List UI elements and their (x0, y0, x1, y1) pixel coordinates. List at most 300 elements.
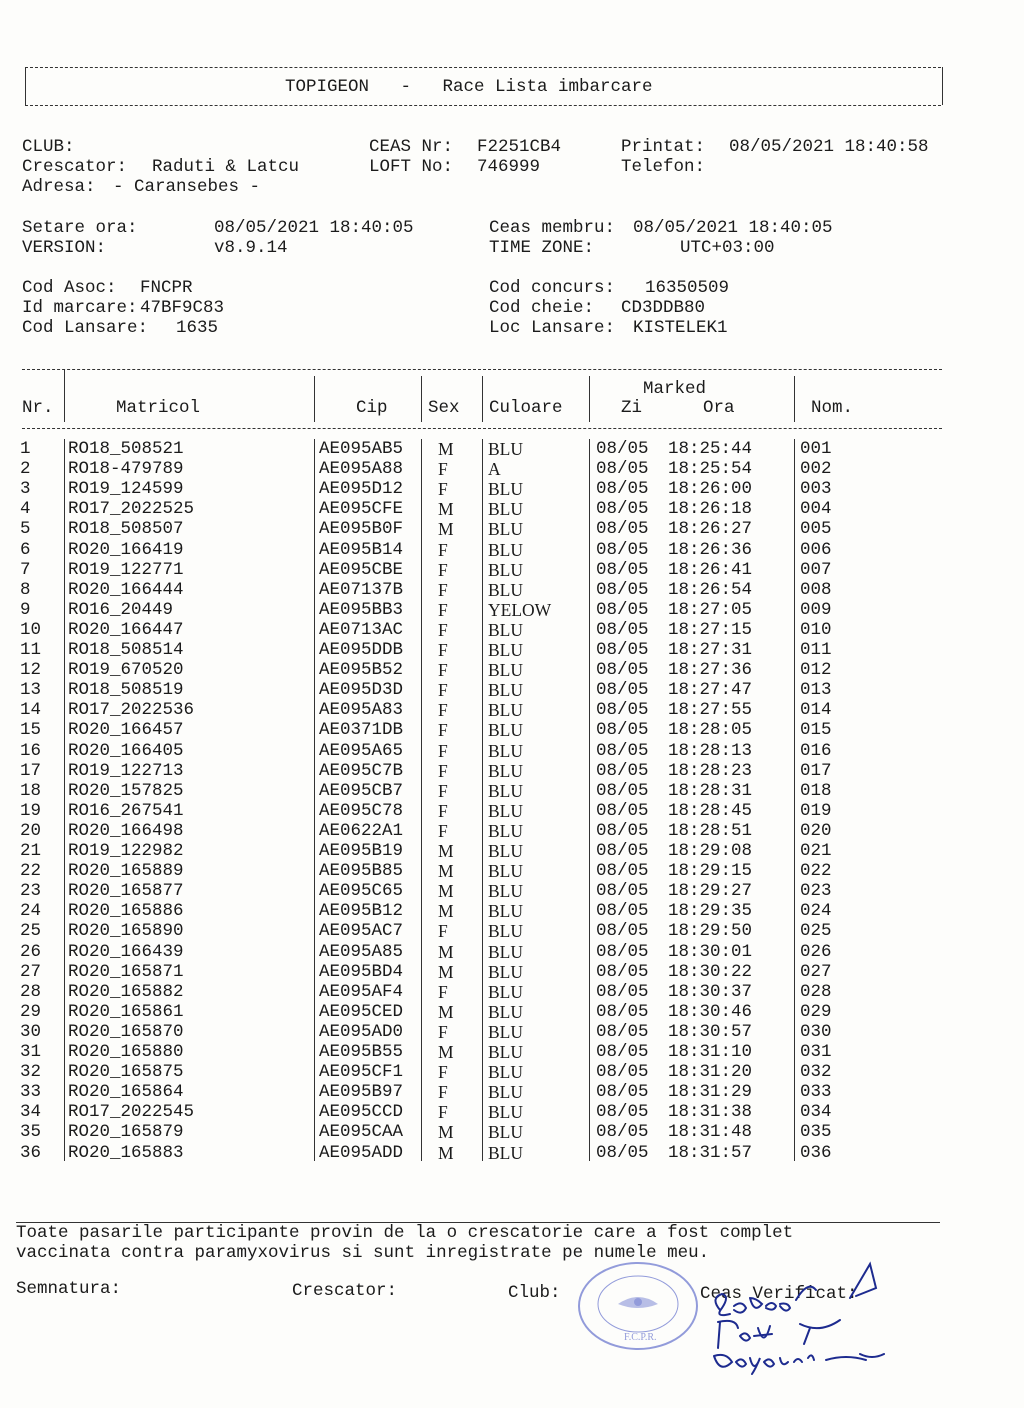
cell-culoare: BLU (488, 881, 523, 902)
cell-matricol: RO19_122713 (68, 760, 184, 781)
table-row (0, 1002, 1024, 1022)
cod-asoc-label: Cod Asoc: (22, 278, 117, 298)
cell-culoare: BLU (488, 1142, 523, 1163)
table-row (0, 821, 1024, 841)
table-row (0, 982, 1024, 1002)
cell-cip: AE095CCD (319, 1102, 404, 1123)
cell-ora: 18:26:00 (668, 479, 753, 500)
cell-cip: AE095A65 (319, 740, 404, 761)
table-row (0, 962, 1024, 982)
table-row (0, 700, 1024, 720)
cell-nom: 032 (800, 1062, 832, 1083)
cell-ora: 18:27:31 (668, 640, 753, 660)
cell-nr: 1 (20, 439, 31, 459)
cell-matricol: RO20_165886 (68, 901, 184, 922)
cell-zi: 08/05 (596, 1021, 649, 1042)
cell-matricol: RO20_166439 (68, 941, 184, 962)
cell-nom: 004 (800, 499, 832, 520)
cell-sex: F (438, 660, 448, 681)
semnatura-label: Semnatura: (16, 1279, 122, 1299)
cell-zi: 08/05 (596, 680, 649, 701)
ceas-membru-label: Ceas membru: (489, 218, 616, 238)
cell-matricol: RO18_508514 (68, 640, 184, 660)
header-nom: Nom. (811, 398, 854, 418)
cell-culoare: A (488, 459, 501, 480)
printat-value: 08/05/2021 18:40:58 (729, 137, 929, 157)
cell-ora: 18:29:27 (668, 881, 753, 902)
cell-sex: M (438, 961, 454, 982)
cell-nr: 34 (20, 1102, 42, 1123)
cell-ora: 18:30:46 (668, 1001, 753, 1022)
cell-nom: 016 (800, 740, 832, 761)
table-row (0, 881, 1024, 901)
cell-cip: AE095AF4 (319, 981, 404, 1002)
cell-nr: 11 (20, 640, 42, 660)
table-row (0, 781, 1024, 801)
ceas-label: CEAS Nr: (369, 137, 454, 157)
cell-culoare: BLU (488, 941, 523, 962)
declaration-line2: vaccinata contra paramyxovirus si sunt inregistrate pe numele meu. (16, 1243, 710, 1263)
cell-cip: AE095C65 (319, 881, 404, 902)
cell-nr: 7 (20, 559, 31, 580)
cell-cip: AE095B52 (319, 660, 404, 681)
crescator-value: Raduti & Latcu (152, 157, 300, 177)
version-label: VERSION: (22, 238, 107, 258)
cell-ora: 18:26:18 (668, 499, 753, 520)
cell-nr: 10 (20, 619, 42, 640)
cell-nr: 15 (20, 720, 42, 741)
cell-sex: F (438, 619, 448, 640)
crescator-label: Crescator: (22, 157, 128, 177)
cell-culoare: BLU (488, 1102, 523, 1123)
id-marcare-value: 47BF9C83 (140, 298, 225, 318)
cell-cip: AE095CAA (319, 1122, 404, 1143)
cell-ora: 18:30:22 (668, 961, 753, 982)
cod-cheie-value: CD3DDB80 (621, 298, 706, 318)
cell-nr: 25 (20, 921, 42, 942)
cell-cip: AE095A88 (319, 459, 404, 480)
cell-cip: AE095AC7 (319, 921, 404, 942)
cell-nr: 16 (20, 740, 42, 761)
cell-culoare: BLU (488, 800, 523, 821)
cell-ora: 18:27:55 (668, 700, 753, 721)
cell-culoare: BLU (488, 640, 523, 660)
cell-nom: 010 (800, 619, 832, 640)
cell-cip: AE095CF1 (319, 1062, 404, 1083)
cell-ora: 18:30:57 (668, 1021, 753, 1042)
table-row (0, 499, 1024, 519)
declaration-line1: Toate pasarile participante provin de la o crescatorie care a fost complet (16, 1223, 794, 1243)
cell-sex: F (438, 820, 448, 841)
cell-zi: 08/05 (596, 760, 649, 781)
cell-ora: 18:28:31 (668, 780, 753, 801)
table-row (0, 921, 1024, 941)
cell-nr: 21 (20, 841, 42, 861)
cell-sex: F (438, 921, 448, 942)
table-row (0, 680, 1024, 700)
cell-nom: 002 (800, 459, 832, 480)
cod-lansare-value: 1635 (176, 318, 219, 338)
cell-zi: 08/05 (596, 720, 649, 741)
cell-sex: F (438, 579, 448, 600)
cell-sex: M (438, 1042, 454, 1062)
cell-zi: 08/05 (596, 921, 649, 942)
cell-matricol: RO20_165871 (68, 961, 184, 982)
cell-sex: F (438, 700, 448, 721)
cell-matricol: RO20_165870 (68, 1021, 184, 1042)
cell-cip: AE0622A1 (319, 820, 404, 841)
cell-nom: 009 (800, 599, 832, 620)
cell-matricol: RO20_166498 (68, 820, 184, 841)
stamp-emblem-icon (580, 1264, 696, 1348)
cell-matricol: RO18_508507 (68, 519, 184, 540)
club-stamp (578, 1262, 698, 1350)
cell-culoare: BLU (488, 861, 523, 882)
cell-nom: 007 (800, 559, 832, 580)
cell-sex: M (438, 1001, 454, 1022)
cell-nr: 3 (20, 479, 31, 500)
cell-culoare: BLU (488, 579, 523, 600)
cell-nom: 035 (800, 1122, 832, 1143)
cell-zi: 08/05 (596, 619, 649, 640)
cell-nr: 32 (20, 1062, 42, 1083)
table-row (0, 801, 1024, 821)
cell-cip: AE095B85 (319, 861, 404, 882)
cell-sex: F (438, 559, 448, 580)
table-row (0, 761, 1024, 781)
cod-cheie-label: Cod cheie: (489, 298, 595, 318)
loft-label: LOFT No: (369, 157, 454, 177)
cell-matricol: RO20_165877 (68, 881, 184, 902)
cell-cip: AE095D3D (319, 680, 404, 701)
table-rule-header (22, 428, 942, 429)
cell-nom: 022 (800, 861, 832, 882)
table-row (0, 942, 1024, 962)
cell-sex: M (438, 1142, 454, 1163)
cell-culoare: BLU (488, 619, 523, 640)
cell-culoare: BLU (488, 499, 523, 520)
cell-sex: F (438, 780, 448, 801)
cell-zi: 08/05 (596, 800, 649, 821)
cell-zi: 08/05 (596, 780, 649, 801)
cell-culoare: BLU (488, 780, 523, 801)
cell-nom: 017 (800, 760, 832, 781)
cell-matricol: RO18_508521 (68, 439, 184, 459)
table-rule-top (22, 369, 942, 370)
cell-zi: 08/05 (596, 539, 649, 560)
ceas-membru-value: 08/05/2021 18:40:05 (633, 218, 833, 238)
cell-matricol: RO19_124599 (68, 479, 184, 500)
cell-nr: 9 (20, 599, 31, 620)
cell-nom: 036 (800, 1142, 832, 1163)
cell-ora: 18:31:57 (668, 1142, 753, 1163)
cell-culoare: BLU (488, 760, 523, 781)
cell-cip: AE095B19 (319, 841, 404, 861)
cell-zi: 08/05 (596, 941, 649, 962)
cell-cip: AE095DDB (319, 640, 404, 660)
cell-culoare: BLU (488, 1062, 523, 1083)
table-row (0, 1042, 1024, 1062)
cell-sex: F (438, 539, 448, 560)
setare-label: Setare ora: (22, 218, 138, 238)
cell-ora: 18:28:05 (668, 720, 753, 741)
cell-sex: F (438, 1082, 448, 1103)
cell-matricol: RO17_2022525 (68, 499, 195, 520)
cod-asoc-value: FNCPR (140, 278, 193, 298)
crescator-signature-label: Crescator: (292, 1281, 398, 1301)
cell-nr: 33 (20, 1082, 42, 1103)
cell-matricol: RO20_165883 (68, 1142, 184, 1163)
cell-zi: 08/05 (596, 519, 649, 540)
table-row (0, 660, 1024, 680)
cell-nom: 001 (800, 439, 832, 459)
cell-zi: 08/05 (596, 640, 649, 660)
cell-matricol: RO16_267541 (68, 800, 184, 821)
cell-zi: 08/05 (596, 841, 649, 861)
table-row (0, 640, 1024, 660)
cell-ora: 18:31:38 (668, 1102, 753, 1123)
table-row (0, 1082, 1024, 1102)
cell-nr: 24 (20, 901, 42, 922)
cell-cip: AE095CFE (319, 499, 404, 520)
cell-ora: 18:31:48 (668, 1122, 753, 1143)
cell-nom: 003 (800, 479, 832, 500)
cell-nom: 014 (800, 700, 832, 721)
loft-value: 746999 (477, 157, 541, 177)
header-nr: Nr. (22, 398, 54, 418)
cell-cip: AE07137B (319, 579, 404, 600)
cell-culoare: BLU (488, 660, 523, 681)
table-row (0, 580, 1024, 600)
table-row (0, 741, 1024, 761)
cell-nr: 13 (20, 680, 42, 701)
id-marcare-label: Id marcare: (22, 298, 138, 318)
version-value: v8.9.14 (214, 238, 288, 258)
cell-sex: F (438, 1021, 448, 1042)
table-row (0, 1022, 1024, 1042)
cell-sex: F (438, 680, 448, 701)
loc-lansare-label: Loc Lansare: (489, 318, 616, 338)
cell-cip: AE095B97 (319, 1082, 404, 1103)
cell-culoare: BLU (488, 921, 523, 942)
table-row (0, 720, 1024, 740)
cell-nom: 013 (800, 680, 832, 701)
cell-sex: F (438, 479, 448, 500)
cell-ora: 18:31:10 (668, 1042, 753, 1062)
loc-lansare-value: KISTELEK1 (633, 318, 728, 338)
handwritten-signature (700, 1258, 910, 1378)
cell-nr: 23 (20, 881, 42, 902)
cell-ora: 18:26:54 (668, 579, 753, 600)
cell-sex: F (438, 760, 448, 781)
table-row (0, 620, 1024, 640)
cell-nom: 008 (800, 579, 832, 600)
cell-culoare: YELOW (488, 599, 552, 620)
club-label: CLUB: (22, 137, 75, 157)
cell-nom: 033 (800, 1082, 832, 1103)
cell-zi: 08/05 (596, 981, 649, 1002)
cell-ora: 18:28:45 (668, 800, 753, 821)
cell-zi: 08/05 (596, 881, 649, 902)
cell-nr: 12 (20, 660, 42, 681)
table-row (0, 1143, 1024, 1163)
cell-matricol: RO20_166457 (68, 720, 184, 741)
cell-ora: 18:26:36 (668, 539, 753, 560)
cell-nom: 030 (800, 1021, 832, 1042)
header-sex: Sex (428, 398, 460, 418)
cell-cip: AE095CED (319, 1001, 404, 1022)
cell-zi: 08/05 (596, 579, 649, 600)
cell-matricol: RO19_670520 (68, 660, 184, 681)
cell-nr: 27 (20, 961, 42, 982)
cell-zi: 08/05 (596, 700, 649, 721)
cell-nr: 22 (20, 861, 42, 882)
cell-sex: M (438, 901, 454, 922)
cell-nr: 4 (20, 499, 31, 520)
cell-sex: F (438, 459, 448, 480)
cell-ora: 18:31:29 (668, 1082, 753, 1103)
cell-zi: 08/05 (596, 1062, 649, 1083)
header-ora: Ora (703, 398, 735, 418)
cell-sex: F (438, 720, 448, 741)
cell-culoare: BLU (488, 479, 523, 500)
cell-nom: 029 (800, 1001, 832, 1022)
adresa-label: Adresa: (22, 177, 96, 197)
cell-matricol: RO20_165879 (68, 1122, 184, 1143)
cell-cip: AE095A85 (319, 941, 404, 962)
cell-sex: M (438, 941, 454, 962)
cell-matricol: RO20_165889 (68, 861, 184, 882)
cell-cip: AE095AB5 (319, 439, 404, 459)
cell-nr: 5 (20, 519, 31, 540)
cell-zi: 08/05 (596, 1122, 649, 1143)
cell-cip: AE095A83 (319, 700, 404, 721)
cell-culoare: BLU (488, 1082, 523, 1103)
cell-culoare: BLU (488, 1021, 523, 1042)
table-row (0, 540, 1024, 560)
cell-ora: 18:28:13 (668, 740, 753, 761)
cell-culoare: BLU (488, 1001, 523, 1022)
cell-matricol: RO20_166444 (68, 579, 184, 600)
cell-culoare: BLU (488, 559, 523, 580)
cell-nr: 28 (20, 981, 42, 1002)
cell-matricol: RO20_165880 (68, 1042, 184, 1062)
cell-sex: F (438, 740, 448, 761)
cell-nom: 024 (800, 901, 832, 922)
cell-nr: 6 (20, 539, 31, 560)
cell-culoare: BLU (488, 539, 523, 560)
cell-zi: 08/05 (596, 479, 649, 500)
table-row (0, 841, 1024, 861)
cell-ora: 18:26:41 (668, 559, 753, 580)
cell-zi: 08/05 (596, 1102, 649, 1123)
cell-zi: 08/05 (596, 599, 649, 620)
cell-zi: 08/05 (596, 660, 649, 681)
cell-ora: 18:27:47 (668, 680, 753, 701)
cell-nr: 36 (20, 1142, 42, 1163)
cell-zi: 08/05 (596, 961, 649, 982)
cell-matricol: RO20_166419 (68, 539, 184, 560)
table-row (0, 861, 1024, 881)
cell-nr: 8 (20, 579, 31, 600)
cell-cip: AE095C7B (319, 760, 404, 781)
cell-nom: 019 (800, 800, 832, 821)
cell-cip: AE095B55 (319, 1042, 404, 1062)
cell-cip: AE095ADD (319, 1142, 404, 1163)
cell-ora: 18:30:01 (668, 941, 753, 962)
timezone-value: UTC+03:00 (680, 238, 775, 258)
cell-zi: 08/05 (596, 459, 649, 480)
cell-sex: F (438, 1102, 448, 1123)
cell-ora: 18:26:27 (668, 519, 753, 540)
cell-culoare: BLU (488, 740, 523, 761)
cell-nom: 031 (800, 1042, 832, 1062)
ceas-verificat-label: Ceas Verificat: (700, 1284, 858, 1304)
cell-zi: 08/05 (596, 439, 649, 459)
cell-ora: 18:27:36 (668, 660, 753, 681)
cell-matricol: RO20_165864 (68, 1082, 184, 1103)
cell-zi: 08/05 (596, 559, 649, 580)
cell-ora: 18:25:44 (668, 439, 753, 459)
cell-ora: 18:28:23 (668, 760, 753, 781)
table-row (0, 459, 1024, 479)
table-row (0, 439, 1024, 459)
cell-ora: 18:30:37 (668, 981, 753, 1002)
cell-nr: 17 (20, 760, 42, 781)
cell-sex: F (438, 599, 448, 620)
cell-zi: 08/05 (596, 1142, 649, 1163)
cell-nom: 011 (800, 640, 832, 660)
cell-nr: 26 (20, 941, 42, 962)
cell-nom: 027 (800, 961, 832, 982)
cell-nom: 025 (800, 921, 832, 942)
cell-zi: 08/05 (596, 1001, 649, 1022)
cell-zi: 08/05 (596, 740, 649, 761)
cell-cip: AE095BD4 (319, 961, 404, 982)
cell-nr: 20 (20, 820, 42, 841)
cell-cip: AE095B0F (319, 519, 404, 540)
cell-cip: AE095B12 (319, 901, 404, 922)
cell-sex: F (438, 800, 448, 821)
cell-cip: AE0371DB (319, 720, 404, 741)
cell-nr: 29 (20, 1001, 42, 1022)
cell-nr: 2 (20, 459, 31, 480)
cell-ora: 18:29:35 (668, 901, 753, 922)
cell-nom: 023 (800, 881, 832, 902)
timezone-label: TIME ZONE: (489, 238, 595, 258)
cell-sex: M (438, 881, 454, 902)
table-row (0, 600, 1024, 620)
cell-matricol: RO16_20449 (68, 599, 174, 620)
setare-value: 08/05/2021 18:40:05 (214, 218, 414, 238)
cell-zi: 08/05 (596, 901, 649, 922)
cell-matricol: RO20_165875 (68, 1062, 184, 1083)
cell-sex: F (438, 1062, 448, 1083)
cell-culoare: BLU (488, 901, 523, 922)
header-cip: Cip (356, 398, 388, 418)
cell-culoare: BLU (488, 841, 523, 861)
cell-culoare: BLU (488, 439, 523, 459)
header-culoare: Culoare (489, 398, 563, 418)
cell-matricol: RO20_165882 (68, 981, 184, 1002)
cell-ora: 18:29:15 (668, 861, 753, 882)
cell-nom: 028 (800, 981, 832, 1002)
page-title: TOPIGEON - Race Lista imbarcare (285, 77, 653, 97)
cell-cip: AE095D12 (319, 479, 404, 500)
cell-nom: 021 (800, 841, 832, 861)
cell-matricol: RO20_166405 (68, 740, 184, 761)
cell-culoare: BLU (488, 680, 523, 701)
